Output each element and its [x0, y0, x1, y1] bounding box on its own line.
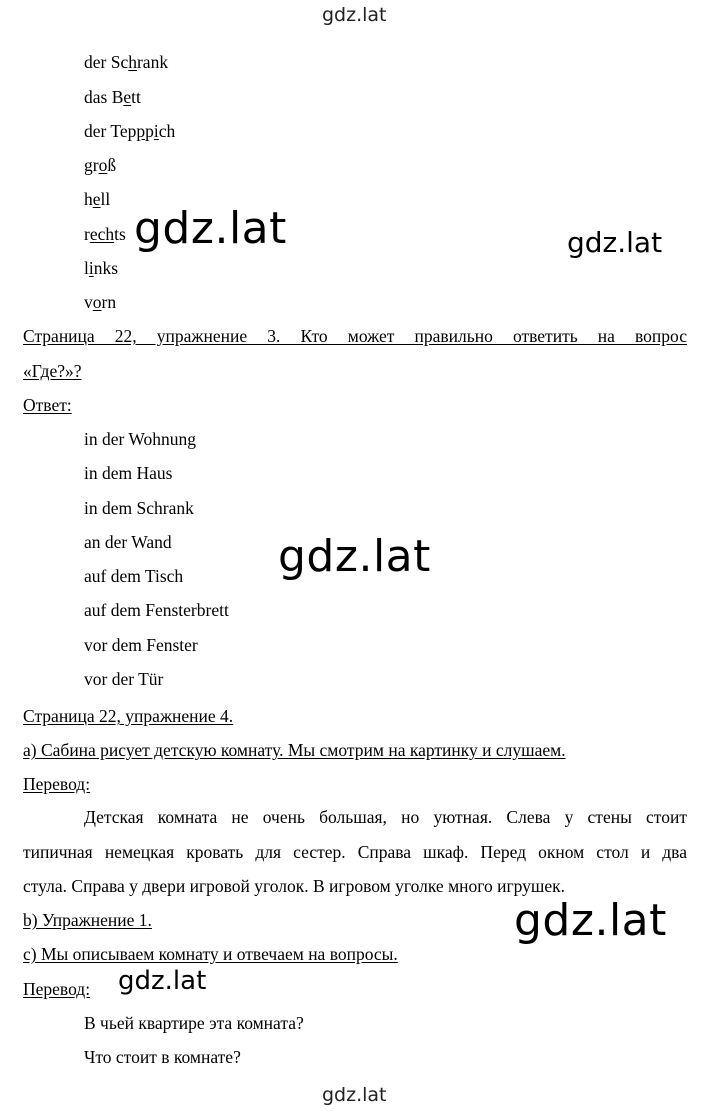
- answer-item: vor dem Fenster: [84, 635, 198, 655]
- word-item: rechts: [84, 224, 126, 244]
- footer-watermark: gdz.lat: [322, 1084, 387, 1106]
- exercise-4-c: c) Мы описываем комнату и отвечаем на вопросы.: [23, 944, 398, 964]
- exercise-4-b: b) Упражнение 1.: [23, 910, 152, 930]
- translation-paragraph-line: стула. Справа у двери игровой уголок. В игровом уголке много игрушек.: [23, 876, 566, 896]
- translation-paragraph-line: типичная немецкая кровать для сестер. Справа шкаф. Перед окном стол и два: [23, 842, 687, 862]
- answer-item: in der Wohnung: [84, 429, 197, 449]
- watermark-logo: gdz.lat: [278, 531, 431, 582]
- question-item: В чьей квартире эта комната?: [84, 1013, 304, 1033]
- word-item: groß: [84, 155, 117, 175]
- header-watermark: gdz.lat: [322, 4, 387, 26]
- word-item: vorn: [84, 292, 117, 312]
- answer-item: an der Wand: [84, 532, 172, 552]
- answer-item: vor der Tür: [84, 669, 164, 689]
- answer-item: auf dem Tisch: [84, 566, 184, 586]
- watermark-logo: gdz.lat: [134, 203, 287, 254]
- answer-item: in dem Haus: [84, 463, 173, 483]
- word-item: der Tepppich: [84, 121, 176, 141]
- translation-label: Перевод:: [23, 979, 91, 999]
- watermark-logo: gdz.lat: [118, 966, 207, 996]
- question-item: Что стоит в комнате?: [84, 1047, 241, 1067]
- word-item: links: [84, 258, 119, 278]
- exercise-3-title: Страница 22, упражнение 3. Кто может правильно ответить на вопрос: [23, 326, 687, 346]
- exercise-4-a: а) Сабина рисует детскую комнату. Мы смотрим на картинку и слушаем.: [23, 740, 566, 760]
- answer-item: in dem Schrank: [84, 498, 194, 518]
- word-item: der Schrank: [84, 52, 169, 72]
- answer-item: auf dem Fensterbrett: [84, 600, 229, 620]
- translation-label: Перевод:: [23, 774, 91, 794]
- word-item: hell: [84, 189, 111, 209]
- watermark-logo: gdz.lat: [567, 226, 663, 259]
- exercise-4-title: Страница 22, упражнение 4.: [23, 706, 234, 726]
- word-item: das Bett: [84, 87, 141, 107]
- exercise-3-title-cont: «Где?»?: [23, 361, 82, 381]
- answer-label: Ответ:: [23, 395, 72, 415]
- watermark-logo: gdz.lat: [514, 895, 667, 946]
- translation-paragraph-line: Детская комната не очень большая, но уютная. Слева у стены стоит: [84, 807, 687, 827]
